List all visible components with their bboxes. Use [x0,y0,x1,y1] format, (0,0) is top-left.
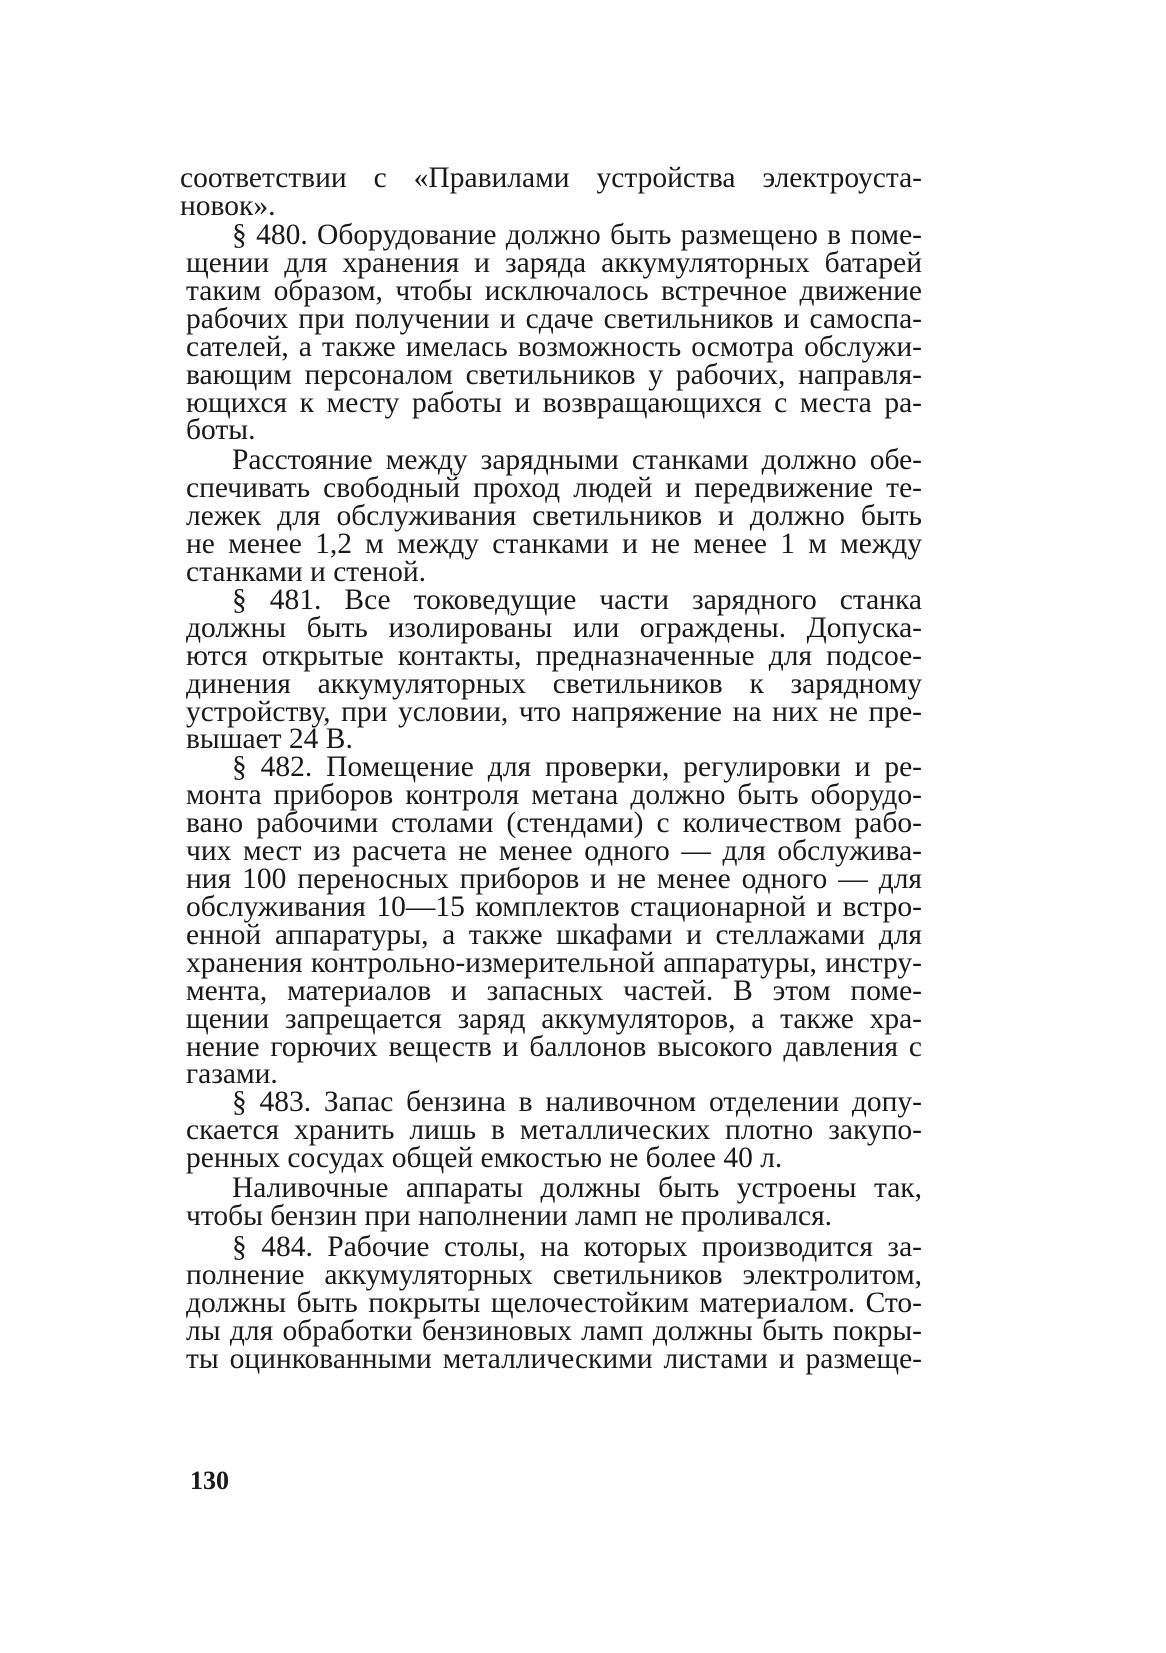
text-line: спечивать свободный проход людей и передвижение те- [186,472,922,504]
text-line: нение горючих веществ и баллонов высокого давления с [186,1031,922,1063]
text-line: щении для хранения и заряда аккумуляторных батарей [186,247,922,279]
text-line: станками и стеной. [186,556,426,588]
text-line: скается хранить лишь в металлических плотно закупо- [186,1114,922,1146]
text-line: новок». [180,190,276,222]
text-line: рабочих при получении и сдаче светильников и самоспа- [186,303,922,335]
text-line: динения аккумуляторных светильников к зарядному [186,668,922,700]
text-line: обслуживания 10—15 комплектов стационарной и встро- [186,891,922,923]
text-line: ющихся к месту работы и возвращающихся с места ра- [186,387,922,419]
page-number: 130 [190,1466,229,1495]
text-line: § 484. Рабочие столы, на которых производится за- [232,1231,922,1263]
text-line: полнение аккумуляторных светильников электролитом, [186,1259,922,1291]
text-line: ются открытые контакты, предназначенные для подсое- [186,640,922,672]
text-line: должны быть покрыты щелочестойким материалом. Сто- [186,1287,922,1319]
text-line: лежек для обслуживания светильников и должно быть [186,500,922,532]
text-line: монта приборов контроля метана должно быть оборудо- [186,779,922,811]
text-line: ренных сосудах общей емкостью не более 40 л. [186,1142,783,1174]
text-line: боты. [186,414,256,446]
text-line: ния 100 переносных приборов и не менее одного — для [186,863,922,895]
text-line: щении запрещается заряд аккумуляторов, а также хра- [186,1003,922,1035]
text-line: § 483. Запас бензина в наливочном отделении допу- [232,1086,922,1118]
text-line: вышает 24 В. [186,723,353,755]
text-line: хранения контрольно-измерительной аппаратуры, инстру- [186,947,922,979]
text-line: соответствии с «Правилами устройства электроуста- [180,162,922,194]
text-line: § 481. Все токоведущие части зарядного станка [232,584,922,616]
text-line: устройству, при условии, что напряжение на них не пре- [186,696,922,728]
text-line: чих мест из расчета не менее одного — для обслужива- [186,835,922,867]
text-line: ты оцинкованными металлическими листами и размеще- [186,1343,922,1375]
text-line: лы для обработки бензиновых ламп должны быть покры- [186,1315,922,1347]
text-line: § 480. Оборудование должно быть размещено в поме- [232,219,922,251]
text-line: Расстояние между зарядными станками должно обе- [232,444,922,476]
text-line: должны быть изолированы или ограждены. Допуска- [186,612,922,644]
text-line: Наливочные аппараты должны быть устроены так, [232,1172,922,1204]
text-line: чтобы бензин при наполнении ламп не проливался. [186,1200,833,1232]
text-line: мента, материалов и запасных частей. В этом поме- [186,975,922,1007]
text-line: сателей, а также имелась возможность осмотра обслужи- [186,331,922,363]
text-line: таким образом, чтобы исключалось встречное движение [186,275,922,307]
text-line: вающим персоналом светильников у рабочих, направля- [186,359,922,391]
text-line: енной аппаратуры, а также шкафами и стеллажами для [186,919,922,951]
text-line: газами. [186,1058,278,1090]
text-line: § 482. Помещение для проверки, регулировки и ре- [232,751,922,783]
text-line: не менее 1,2 м между станками и не менее 1 м между [186,528,922,560]
text-line: вано рабочими столами (стендами) с количеством рабо- [186,807,922,839]
